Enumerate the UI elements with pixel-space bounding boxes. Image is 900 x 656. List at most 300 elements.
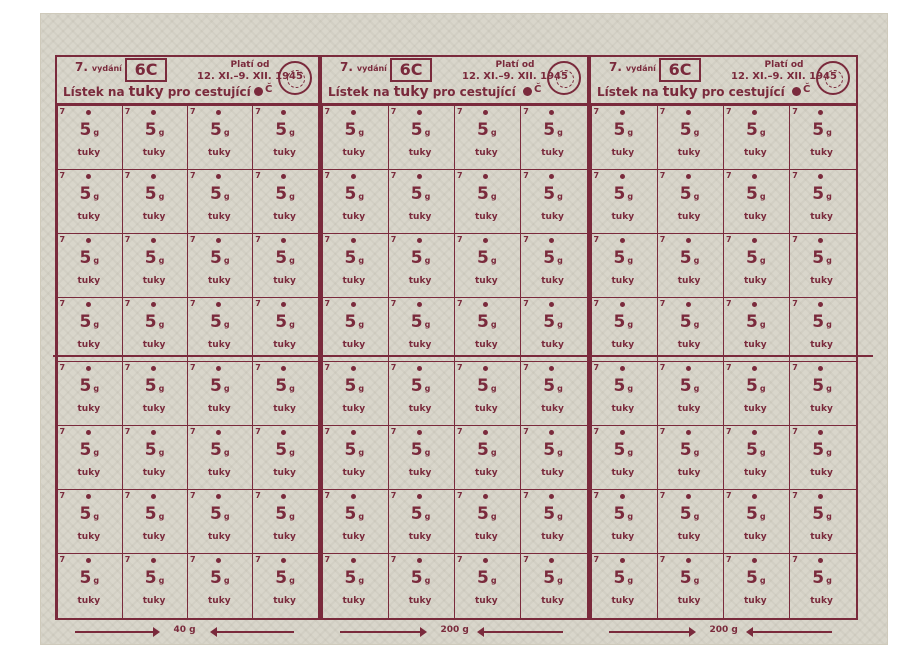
fat-coupon[interactable] <box>187 169 253 234</box>
fat-coupon[interactable] <box>252 425 318 490</box>
fat-coupon[interactable] <box>591 105 658 170</box>
fat-coupon[interactable] <box>187 553 253 618</box>
coupon-label: tuky <box>810 147 833 158</box>
coupon-dot-icon <box>483 110 488 115</box>
fat-coupon[interactable] <box>122 105 188 170</box>
fat-coupon[interactable] <box>57 105 123 170</box>
coupon-label: tuky <box>208 532 231 543</box>
fat-coupon[interactable] <box>520 105 587 170</box>
fat-coupon[interactable] <box>187 489 253 554</box>
coupon-dot-icon <box>351 430 356 435</box>
fat-coupon[interactable] <box>57 361 123 426</box>
fat-coupon[interactable] <box>454 105 521 170</box>
coupon-value: 5 g <box>144 504 165 525</box>
coupon-number: 7 <box>593 106 600 116</box>
fat-coupon[interactable] <box>789 105 856 170</box>
fat-coupon[interactable] <box>57 489 123 554</box>
coupon-value: 5 g <box>275 504 295 525</box>
coupon-label: tuky <box>677 468 701 479</box>
fat-coupon[interactable] <box>322 489 389 554</box>
fat-coupon[interactable] <box>520 297 587 362</box>
coupon-value: 5 g <box>812 568 832 589</box>
fat-coupon[interactable] <box>187 105 253 170</box>
fat-coupon[interactable] <box>591 297 658 362</box>
coupon-number: 7 <box>124 234 131 244</box>
coupon-number: 7 <box>726 555 732 565</box>
coupon-number: 7 <box>726 491 732 501</box>
coupon-value: 5 g <box>410 440 431 461</box>
coupon-number: 7 <box>59 106 66 116</box>
fat-coupon[interactable] <box>388 169 455 234</box>
fat-coupon[interactable] <box>591 169 658 234</box>
coupon-number: 7 <box>659 106 666 116</box>
coupon-label: tuky <box>677 275 701 286</box>
coupon-dot-icon <box>86 494 91 499</box>
coupon-label: tuky <box>142 147 166 158</box>
coupon-value: 5 g <box>679 311 700 332</box>
coupon-number: 7 <box>593 491 600 501</box>
coupon-dot-icon <box>216 430 221 435</box>
coupon-label: tuky <box>744 468 767 479</box>
coupon-dot-icon <box>752 366 757 371</box>
coupon-dot-icon <box>483 366 488 371</box>
coupon-dot-icon <box>151 494 156 499</box>
coupon-value: 5 g <box>812 183 832 204</box>
fat-coupon[interactable] <box>122 553 188 618</box>
fat-coupon[interactable] <box>723 489 790 554</box>
fat-coupon[interactable] <box>388 489 455 554</box>
coupon-value: 5 g <box>144 311 165 332</box>
fat-coupon[interactable] <box>520 169 587 234</box>
coupon-dot-icon <box>216 110 221 115</box>
fat-coupon[interactable] <box>252 361 318 426</box>
coupon-panel-2 <box>320 55 589 620</box>
fat-coupon[interactable] <box>789 297 856 362</box>
coupon-dot-icon <box>151 366 156 371</box>
coupon-dot-icon <box>281 366 286 371</box>
fat-coupon[interactable] <box>591 553 658 618</box>
fat-coupon[interactable] <box>723 553 790 618</box>
coupon-grid <box>57 105 318 618</box>
fat-coupon[interactable] <box>657 105 724 170</box>
coupon-label: tuky <box>342 596 366 607</box>
coupon-value: 5 g <box>210 376 230 396</box>
coupon-label: tuky <box>342 339 366 350</box>
fat-coupon[interactable] <box>657 553 724 618</box>
coupon-dot-icon <box>86 366 91 371</box>
coupon-dot-icon <box>483 238 488 243</box>
coupon-label: tuky <box>408 147 432 158</box>
coupon-value: 5 g <box>344 183 365 204</box>
coupon-dot-icon <box>216 494 221 499</box>
coupon-number: 7 <box>390 427 397 437</box>
coupon-value: 5 g <box>344 311 365 332</box>
coupon-value: 5 g <box>543 440 563 461</box>
coupon-dot-icon <box>818 110 823 115</box>
coupon-label: tuky <box>77 468 101 479</box>
fat-coupon[interactable] <box>723 169 790 234</box>
coupon-dot-icon <box>549 366 554 371</box>
coupon-number: 7 <box>324 170 331 180</box>
coupon-grid <box>591 105 856 618</box>
coupon-value: 5 g <box>812 504 832 525</box>
coupon-label: tuky <box>541 596 564 607</box>
coupon-dot-icon <box>752 494 757 499</box>
coupon-value: 5 g <box>477 119 497 140</box>
fat-coupon[interactable] <box>388 105 455 170</box>
fat-coupon[interactable] <box>122 297 188 362</box>
fat-coupon[interactable] <box>591 425 658 490</box>
fat-coupon[interactable] <box>723 361 790 426</box>
coupon-value: 5 g <box>477 440 497 461</box>
coupon-label: tuky <box>273 532 296 543</box>
coupon-label: tuky <box>677 339 701 350</box>
fat-coupon[interactable] <box>520 489 587 554</box>
fat-coupon[interactable] <box>789 489 856 554</box>
coupon-dot-icon <box>351 494 356 499</box>
coupon-number: 7 <box>659 363 666 372</box>
fat-coupon[interactable] <box>322 425 389 490</box>
coupon-label: tuky <box>408 275 432 286</box>
coupon-number: 7 <box>390 106 397 116</box>
fat-coupon[interactable] <box>723 425 790 490</box>
edition-label: 7. vydání <box>609 60 656 74</box>
coupon-dot-icon <box>620 494 625 499</box>
coupon-value: 5 g <box>746 376 766 396</box>
coupon-label: tuky <box>77 404 101 414</box>
coupon-value: 5 g <box>79 183 100 204</box>
coupon-number: 7 <box>59 170 66 180</box>
coupon-dot-icon <box>86 174 91 179</box>
fat-coupon[interactable] <box>454 489 521 554</box>
coupon-dot-icon <box>351 174 356 179</box>
fat-coupon[interactable] <box>520 553 587 618</box>
coupon-value: 5 g <box>746 504 766 525</box>
series-code: 6C <box>125 58 167 82</box>
fat-coupon[interactable] <box>57 233 123 298</box>
coupon-number: 7 <box>190 170 196 180</box>
coupon-value: 5 g <box>613 311 634 332</box>
fat-coupon[interactable] <box>789 361 856 426</box>
coupon-dot-icon <box>686 174 691 179</box>
coupon-label: tuky <box>611 596 635 607</box>
coupon-value: 5 g <box>812 119 832 140</box>
coupon-dot-icon <box>281 558 286 563</box>
fat-coupon[interactable] <box>122 361 188 426</box>
coupon-number: 7 <box>792 170 798 180</box>
coupon-value: 5 g <box>275 376 295 396</box>
coupon-dot-icon <box>351 110 356 115</box>
coupon-label: tuky <box>208 275 231 286</box>
fat-coupon[interactable] <box>187 361 253 426</box>
coupon-label: tuky <box>541 147 564 158</box>
coupon-label: tuky <box>342 468 366 479</box>
fat-coupon[interactable] <box>454 297 521 362</box>
coupon-label: tuky <box>611 468 635 479</box>
dot-mark-icon <box>523 87 532 96</box>
fat-coupon[interactable] <box>454 233 521 298</box>
fat-coupon[interactable] <box>723 297 790 362</box>
coupon-label: tuky <box>142 275 166 286</box>
coupon-value: 5 g <box>144 440 165 461</box>
fat-coupon[interactable] <box>388 553 455 618</box>
coupon-number: 7 <box>792 106 798 116</box>
coupon-number: 7 <box>726 363 732 372</box>
coupon-value: 5 g <box>679 440 700 461</box>
fat-coupon[interactable] <box>57 169 123 234</box>
coupon-label: tuky <box>273 404 296 414</box>
coupon-number: 7 <box>726 298 732 308</box>
fat-coupon[interactable] <box>122 169 188 234</box>
coupon-dot-icon <box>752 238 757 243</box>
fat-coupon[interactable] <box>322 297 389 362</box>
coupon-label: tuky <box>208 468 231 479</box>
fat-coupon[interactable] <box>57 297 123 362</box>
edition-label: 7. vydání <box>340 60 387 74</box>
coupon-dot-icon <box>686 238 691 243</box>
coupon-number: 7 <box>523 298 529 308</box>
coupon-label: tuky <box>342 275 366 286</box>
fat-coupon[interactable] <box>789 553 856 618</box>
panel-header <box>591 57 856 105</box>
coupon-label: tuky <box>744 596 767 607</box>
coupon-label: tuky <box>342 404 366 414</box>
coupon-dot-icon <box>818 430 823 435</box>
fat-coupon[interactable] <box>122 425 188 490</box>
coupon-dot-icon <box>281 494 286 499</box>
coupon-value: 5 g <box>812 247 832 268</box>
coupon-value: 5 g <box>613 247 634 268</box>
fat-coupon[interactable] <box>252 105 318 170</box>
fat-coupon[interactable] <box>657 425 724 490</box>
fat-coupon[interactable] <box>187 425 253 490</box>
fat-coupon[interactable] <box>122 233 188 298</box>
coupon-number: 7 <box>593 170 600 180</box>
fat-coupon[interactable] <box>388 425 455 490</box>
coupon-dot-icon <box>351 238 356 243</box>
fat-coupon[interactable] <box>789 169 856 234</box>
coupon-label: tuky <box>142 468 166 479</box>
coupon-label: tuky <box>273 596 296 607</box>
fat-coupon[interactable] <box>591 489 658 554</box>
fat-coupon[interactable] <box>657 361 724 426</box>
sheet-title: Lístek na tuky pro cestující <box>597 84 785 100</box>
edition-label: 7. vydání <box>75 60 122 74</box>
coupon-grid <box>322 105 587 618</box>
coupon-dot-icon <box>549 238 554 243</box>
fat-coupon[interactable] <box>252 233 318 298</box>
coupon-label: tuky <box>611 275 635 286</box>
coupon-label: tuky <box>208 404 231 414</box>
coupon-label: tuky <box>744 339 767 350</box>
fat-coupon[interactable] <box>252 297 318 362</box>
coupon-value: 5 g <box>410 376 431 396</box>
coupon-value: 5 g <box>543 119 563 140</box>
coupon-dot-icon <box>281 110 286 115</box>
fat-coupon[interactable] <box>252 553 318 618</box>
coupon-panel-3 <box>589 55 858 620</box>
coupon-number: 7 <box>255 106 261 116</box>
fat-coupon[interactable] <box>789 233 856 298</box>
coupon-value: 5 g <box>344 376 365 396</box>
coupon-number: 7 <box>523 491 529 501</box>
coupon-value: 5 g <box>144 247 165 268</box>
coupon-label: tuky <box>208 147 231 158</box>
coupon-number: 7 <box>390 491 397 501</box>
coupon-number: 7 <box>457 363 463 372</box>
coupon-value: 5 g <box>410 183 431 204</box>
fat-coupon[interactable] <box>252 489 318 554</box>
coupon-number: 7 <box>255 427 261 437</box>
fat-coupon[interactable] <box>723 105 790 170</box>
coupon-number: 7 <box>324 491 331 501</box>
coupon-dot-icon <box>483 302 488 307</box>
coupon-number: 7 <box>726 170 732 180</box>
fat-coupon[interactable] <box>322 169 389 234</box>
fat-coupon[interactable] <box>322 361 389 426</box>
coupon-value: 5 g <box>679 119 700 140</box>
coupon-value: 5 g <box>812 376 832 396</box>
fat-coupon[interactable] <box>454 425 521 490</box>
coupon-number: 7 <box>255 555 261 565</box>
fat-coupon[interactable] <box>57 553 123 618</box>
fat-coupon[interactable] <box>322 553 389 618</box>
coupon-value: 5 g <box>210 247 230 268</box>
fat-coupon[interactable] <box>657 489 724 554</box>
fat-coupon[interactable] <box>388 297 455 362</box>
region-symbol: Č <box>265 84 273 95</box>
validity-period: Platí od 12. XI.–9. XII. 1945 <box>462 60 568 82</box>
coupon-dot-icon <box>417 174 422 179</box>
coupon-value: 5 g <box>613 440 634 461</box>
coupon-number: 7 <box>390 170 397 180</box>
coupon-value: 5 g <box>210 183 230 204</box>
coupon-label: tuky <box>475 211 498 222</box>
coupon-label: tuky <box>273 147 296 158</box>
arrow-left-icon <box>479 631 564 633</box>
coupon-dot-icon <box>151 110 156 115</box>
coupon-number: 7 <box>190 106 196 116</box>
coupon-label: tuky <box>475 339 498 350</box>
coupon-label: tuky <box>744 147 767 158</box>
coupon-number: 7 <box>324 427 331 437</box>
coupon-label: tuky <box>408 468 432 479</box>
coupon-value: 5 g <box>543 311 563 332</box>
fat-coupon[interactable] <box>657 297 724 362</box>
fat-coupon[interactable] <box>388 361 455 426</box>
coupon-value: 5 g <box>543 504 563 525</box>
coupon-dot-icon <box>281 430 286 435</box>
fat-coupon[interactable] <box>322 105 389 170</box>
coupon-label: tuky <box>541 211 564 222</box>
coupon-label: tuky <box>142 211 166 222</box>
coupon-label: tuky <box>744 211 767 222</box>
coupon-label: tuky <box>408 532 432 543</box>
coupon-number: 7 <box>124 427 131 437</box>
coupon-dot-icon <box>351 302 356 307</box>
fat-coupon[interactable] <box>388 233 455 298</box>
fat-coupon[interactable] <box>591 233 658 298</box>
coupon-label: tuky <box>475 404 498 414</box>
coupon-number: 7 <box>792 427 798 437</box>
fat-coupon[interactable] <box>789 425 856 490</box>
fat-coupon[interactable] <box>122 489 188 554</box>
fat-coupon[interactable] <box>454 169 521 234</box>
coupon-number: 7 <box>390 234 397 244</box>
coupon-value: 5 g <box>477 568 497 589</box>
fat-coupon[interactable] <box>187 233 253 298</box>
coupon-dot-icon <box>620 110 625 115</box>
perforation-line <box>53 355 873 357</box>
coupon-number: 7 <box>593 234 600 244</box>
panel-header <box>57 57 318 105</box>
coupon-number: 7 <box>457 106 463 116</box>
coupon-label: tuky <box>342 532 366 543</box>
fat-coupon[interactable] <box>520 233 587 298</box>
fat-coupon[interactable] <box>723 233 790 298</box>
coupon-label: tuky <box>611 339 635 350</box>
coupon-label: tuky <box>541 532 564 543</box>
coupon-value: 5 g <box>210 568 230 589</box>
series-code: 6C <box>659 58 701 82</box>
fat-coupon[interactable] <box>520 361 587 426</box>
coupon-value: 5 g <box>746 247 766 268</box>
coupon-label: tuky <box>408 404 432 414</box>
coupon-label: tuky <box>744 532 767 543</box>
coupon-number: 7 <box>124 106 131 116</box>
coupon-value: 5 g <box>410 504 431 525</box>
coupon-number: 7 <box>324 555 331 565</box>
fat-coupon[interactable] <box>657 233 724 298</box>
coupon-value: 5 g <box>679 504 700 525</box>
coupon-number: 7 <box>659 234 666 244</box>
coupon-number: 7 <box>124 491 131 501</box>
fat-coupon[interactable] <box>520 425 587 490</box>
fat-coupon[interactable] <box>454 553 521 618</box>
coupon-dot-icon <box>351 366 356 371</box>
coupon-value: 5 g <box>410 119 431 140</box>
coupon-value: 5 g <box>210 440 230 461</box>
coupon-dot-icon <box>549 174 554 179</box>
fat-coupon[interactable] <box>657 169 724 234</box>
coupon-dot-icon <box>151 302 156 307</box>
panel-total-amount: 200 g <box>440 625 469 635</box>
coupon-value: 5 g <box>344 119 365 140</box>
fat-coupon[interactable] <box>454 361 521 426</box>
fat-coupon[interactable] <box>187 297 253 362</box>
validity-period: Platí od 12. XI.–9. XII. 1945 <box>197 60 303 82</box>
coupon-value: 5 g <box>543 247 563 268</box>
coupon-dot-icon <box>620 558 625 563</box>
fat-coupon[interactable] <box>322 233 389 298</box>
coupon-value: 5 g <box>79 440 100 461</box>
fat-coupon[interactable] <box>252 169 318 234</box>
coupon-label: tuky <box>408 339 432 350</box>
fat-coupon[interactable] <box>57 425 123 490</box>
coupon-value: 5 g <box>275 247 295 268</box>
coupon-dot-icon <box>686 494 691 499</box>
coupon-value: 5 g <box>477 504 497 525</box>
coupon-number: 7 <box>659 491 666 501</box>
fat-coupon[interactable] <box>591 361 658 426</box>
coupon-value: 5 g <box>812 311 832 332</box>
coupon-value: 5 g <box>144 376 165 396</box>
coupon-value: 5 g <box>746 119 766 140</box>
coupon-value: 5 g <box>812 440 832 461</box>
coupon-number: 7 <box>457 555 463 565</box>
coupon-dot-icon <box>549 494 554 499</box>
coupon-dot-icon <box>549 430 554 435</box>
